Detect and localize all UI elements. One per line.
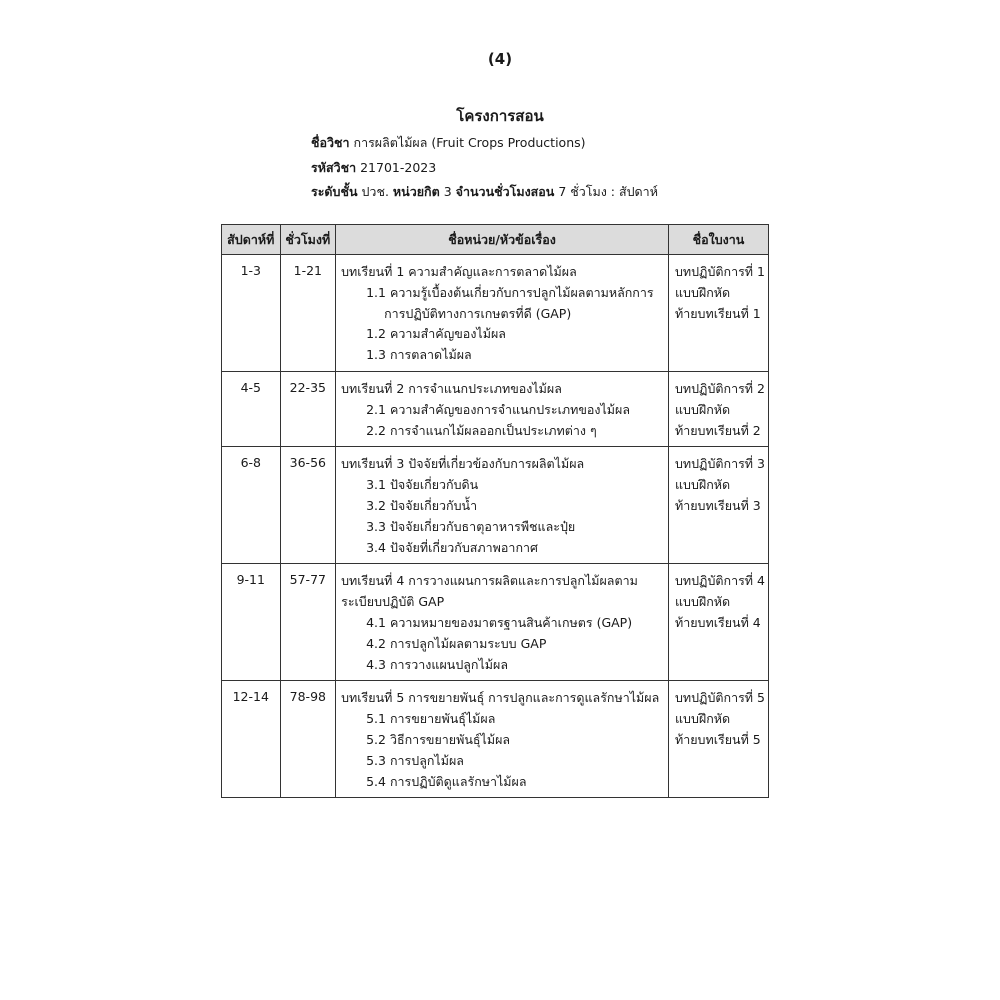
topic-item: 4.1 ความหมายของมาตรฐานสินค้าเกษตร (GAP) (366, 614, 633, 630)
worksheet-line: บทปฏิบัติการที่ 2 (674, 381, 765, 396)
teaching-hours-value: 7 ชั่วโมง : สัปดาห์ (558, 184, 658, 199)
level-value: ปวช. (361, 184, 389, 199)
topic-item: 3.3 ปัจจัยเกี่ยวกับธาตุอาหารพืชและปุ๋ย (366, 518, 576, 534)
credit-value: 3 (443, 184, 452, 199)
topic-item: 3.2 ปัจจัยเกี่ยวกับน้ำ (366, 497, 478, 513)
topic-cell (336, 564, 669, 681)
worksheet-line: แบบฝึกหัด (674, 477, 731, 493)
credit-label: หน่วยกิต (392, 184, 440, 199)
week-cell: 9-11 (222, 564, 281, 681)
header-hours: ชั่วโมงที่ (280, 225, 336, 255)
worksheet-line: ท้ายบทเรียนที่ 5 (674, 731, 761, 747)
worksheet-line: บทปฏิบัติการที่ 4 (674, 573, 765, 589)
worksheet-cell (668, 447, 768, 564)
table-header-row (222, 225, 769, 255)
course-level-line (311, 184, 658, 200)
worksheet-cell (668, 372, 768, 447)
worksheet-line: บทปฏิบัติการที่ 1 (674, 264, 765, 279)
topic-cell (336, 255, 669, 372)
topic-item: 4.2 การปลูกไม้ผลตามระบบ GAP (366, 635, 547, 651)
page-title: โครงการสอน (456, 107, 544, 125)
topic-cell (336, 372, 669, 447)
unit-title-continued: ระเบียบปฏิบัติ GAP (341, 594, 445, 610)
unit-title: บทเรียนที่ 1 ความสำคัญและการตลาดไม้ผล (341, 264, 577, 279)
worksheet-line: ท้ายบทเรียนที่ 1 (674, 305, 761, 321)
hours-cell: 22-35 (280, 372, 336, 447)
hours-cell: 1-21 (280, 255, 336, 372)
worksheet-line: ท้ายบทเรียนที่ 3 (674, 497, 761, 513)
table-row (222, 564, 769, 681)
topic-item: 5.4 การปฏิบัติดูแลรักษาไม้ผล (366, 773, 527, 789)
topic-cell (336, 447, 669, 564)
worksheet-line: แบบฝึกหัด (674, 711, 731, 727)
week-cell: 4-5 (222, 372, 281, 447)
table-row (222, 255, 769, 372)
topic-item: 1.1 ความรู้เบื้องต้นเกี่ยวกับการปลูกไม้ผลตามหลักการ (366, 284, 654, 300)
course-name-line (311, 135, 586, 151)
topic-item: 1.2 ความสำคัญของไม้ผล (366, 326, 506, 342)
topic-item: 3.4 ปัจจัยที่เกี่ยวกับสภาพอากาศ (366, 539, 538, 555)
page-number: (4) (487, 50, 513, 68)
week-cell: 6-8 (222, 447, 281, 564)
table-row (222, 372, 769, 447)
week-cell: 1-3 (222, 255, 281, 372)
topic-item: 2.1 ความสำคัญของการจำแนกประเภทของไม้ผล (366, 401, 631, 417)
week-cell: 12-14 (222, 681, 281, 798)
unit-title: บทเรียนที่ 2 การจำแนกประเภทของไม้ผล (341, 381, 562, 396)
level-label: ระดับชั้น (311, 184, 358, 199)
hours-cell: 57-77 (280, 564, 336, 681)
worksheet-cell (668, 564, 768, 681)
header-week: สัปดาห์ที่ (222, 225, 281, 255)
table-row (222, 447, 769, 564)
teaching-hours-label: จำนวนชั่วโมงสอน (455, 184, 555, 199)
header-worksheet: ชื่อใบงาน (668, 225, 768, 255)
topic-item: 2.2 การจำแนกไม้ผลออกเป็นประเภทต่าง ๆ (366, 422, 597, 438)
topic-item-continued: การปฏิบัติทางการเกษตรที่ดี (GAP) (384, 305, 572, 321)
worksheet-line: ท้ายบทเรียนที่ 2 (674, 422, 761, 438)
worksheet-line: บทปฏิบัติการที่ 3 (674, 456, 765, 472)
worksheet-line: แบบฝึกหัด (674, 284, 731, 300)
unit-title: บทเรียนที่ 5 การขยายพันธุ์ การปลูกและการดูแลรักษาไม้ผล (341, 690, 660, 706)
hours-cell: 36-56 (280, 447, 336, 564)
course-code-line (311, 160, 436, 176)
worksheet-cell (668, 681, 768, 798)
table-row (222, 681, 769, 798)
course-name-value: การผลิตไม้ผล (Fruit Crops Productions) (353, 135, 586, 150)
worksheet-cell (668, 255, 768, 372)
hours-cell: 78-98 (280, 681, 336, 798)
unit-title: บทเรียนที่ 3 ปัจจัยที่เกี่ยวข้องกับการผลิตไม้ผล (341, 456, 585, 472)
teaching-plan-table (221, 224, 769, 798)
topic-cell (336, 681, 669, 798)
topic-item: 3.1 ปัจจัยเกี่ยวกับดิน (366, 477, 479, 493)
topic-item: 1.3 การตลาดไม้ผล (366, 347, 472, 363)
header-unit-topic: ชื่อหน่วย/หัวข้อเรื่อง (336, 225, 669, 255)
worksheet-line: บทปฏิบัติการที่ 5 (674, 690, 765, 706)
course-name-label: ชื่อวิชา (311, 135, 350, 150)
worksheet-line: ท้ายบทเรียนที่ 4 (674, 614, 761, 630)
topic-item: 4.3 การวางแผนปลูกไม้ผล (366, 656, 509, 672)
worksheet-line: แบบฝึกหัด (674, 594, 731, 610)
worksheet-line: แบบฝึกหัด (674, 401, 731, 417)
course-code-label: รหัสวิชา (311, 160, 357, 175)
course-code-value: 21701-2023 (360, 160, 437, 175)
unit-title: บทเรียนที่ 4 การวางแผนการผลิตและการปลูกไม้ผลตาม (341, 573, 638, 589)
topic-item: 5.3 การปลูกไม้ผล (366, 752, 464, 768)
topic-item: 5.2 วิธีการขยายพันธุ์ไม้ผล (366, 731, 511, 747)
topic-item: 5.1 การขยายพันธุ์ไม้ผล (366, 711, 496, 727)
